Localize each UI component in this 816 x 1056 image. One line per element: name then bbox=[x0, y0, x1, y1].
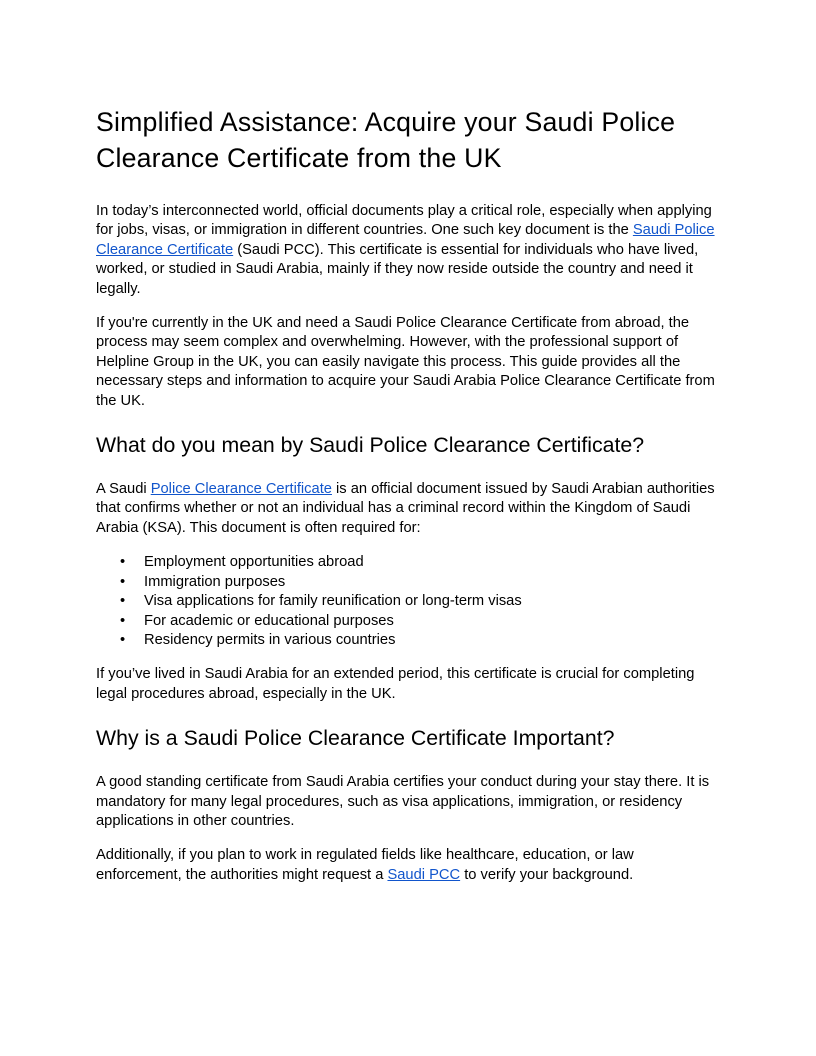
paragraph-text: A Saudi bbox=[96, 481, 151, 498]
list-item: • Employment opportunities abroad bbox=[96, 553, 720, 572]
list-item: • Residency permits in various countries bbox=[96, 631, 720, 650]
pcc-uses-list bbox=[96, 553, 720, 650]
list-item: • Visa applications for family reunification or long-term visas bbox=[96, 592, 720, 611]
saudi-pcc-link[interactable]: Saudi PCC bbox=[387, 866, 461, 883]
list-item: • Immigration purposes bbox=[96, 573, 720, 592]
paragraph-intro-1 bbox=[96, 202, 720, 299]
paragraph-intro-2: If you're currently in the UK and need a Saudi Police Clearance Certificate from abroad, the process may seem complex and overwhelming. However, with the professional support of Helpline Group in the UK, you can easily navigate this process. This guide provides all the necessary steps and information to acquire your Saudi Arabia Police Clearance Certificate from the UK. bbox=[96, 315, 715, 409]
saudi-pcc-certificate-link[interactable]: Saudi Police Clearance Certificate bbox=[96, 222, 715, 258]
list-item: • For academic or educational purposes bbox=[96, 612, 720, 631]
section-heading-what-is-pcc: What do you mean by Saudi Police Clearance Certificate? bbox=[96, 433, 645, 458]
paragraph-text: In today’s interconnected world, official documents play a critical role, especially when applying for jobs, visas, or immigration in different countries. One such key document is the bbox=[96, 203, 712, 239]
document-title: Simplified Assistance: Acquire your Saudi Police Clearance Certificate from the UK bbox=[96, 107, 676, 173]
paragraph-text: Additionally, if you plan to work in regulated fields like healthcare, education, or law enforcement, the authorities might request a bbox=[96, 847, 634, 883]
paragraph-what-definition bbox=[96, 480, 720, 538]
paragraph-why-2 bbox=[96, 846, 720, 885]
paragraph-why-1: A good standing certificate from Saudi Arabia certifies your conduct during your stay there. It is mandatory for many legal procedures, such as visa applications, immigration, or residency applications in other countries. bbox=[96, 774, 710, 829]
paragraph-text: (Saudi PCC). This certificate is essential for individuals who have lived, worked, or studied in Saudi Arabia, mainly if they now reside outside the country and need it legally. bbox=[96, 241, 699, 297]
paragraph-text: is an official document issued by Saudi Arabian authorities that confirms whether or not an individual has a criminal record within the Kingdom of Saudi Arabia (KSA). This document is often required for: bbox=[96, 481, 715, 536]
paragraph-text: to verify your background. bbox=[460, 866, 634, 883]
section-heading-why-important: Why is a Saudi Police Clearance Certificate Important? bbox=[96, 726, 615, 751]
paragraph-what-conclusion: If you’ve lived in Saudi Arabia for an extended period, this certificate is crucial for completing legal procedures abroad, especially in the UK. bbox=[96, 666, 695, 702]
police-clearance-certificate-link[interactable]: Police Clearance Certificate bbox=[150, 481, 332, 498]
